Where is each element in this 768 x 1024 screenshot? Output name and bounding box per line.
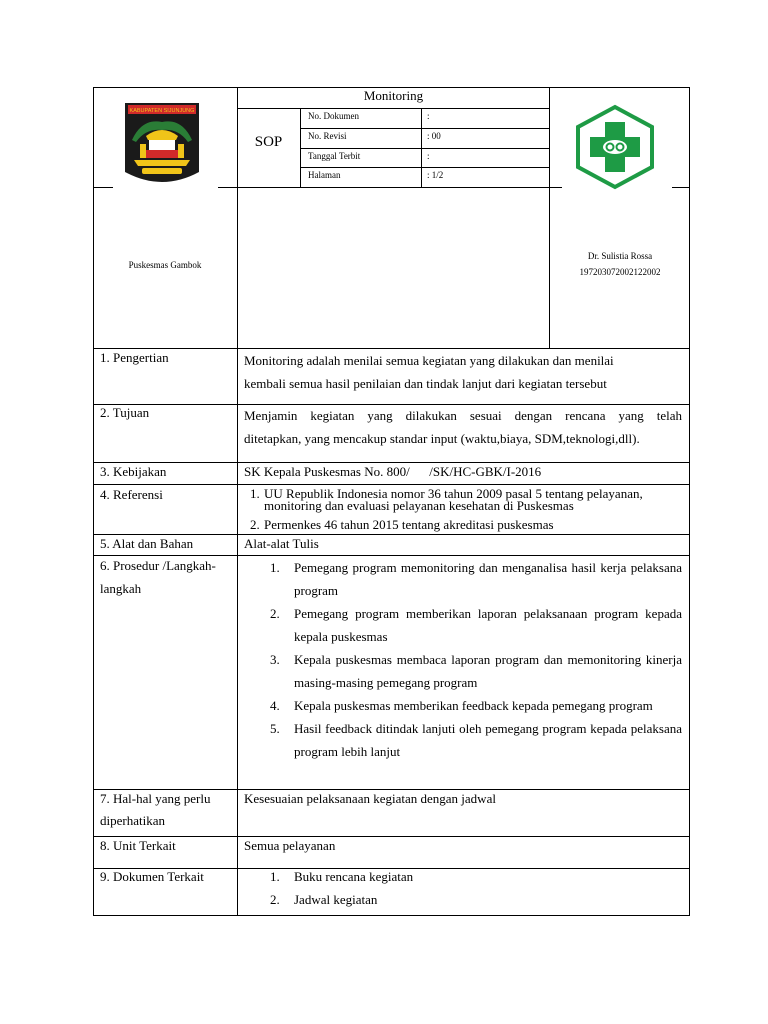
hal-text: Kesesuaian pelaksanaan kegiatan dengan jadwal — [244, 791, 496, 806]
label-pengertian: 1. Pengertian — [100, 350, 169, 365]
dokumen-item-text: Buku rencana kegiatan — [294, 869, 414, 884]
meta-label-tanggal-terbit: Tanggal Terbit — [308, 151, 361, 161]
prosedur-step-text: Pemegang program memberikan laporan pelaksanaan program kepada kepala puskesmas — [294, 606, 682, 644]
logo-banner-text: KABUPATEN SIJUNJUNG — [129, 108, 195, 114]
referensi-item-2: Permenkes 46 tahun 2015 tentang akreditasi puskesmas — [264, 517, 554, 532]
prosedur-step-num: 1. — [270, 560, 280, 575]
dokumen-item — [244, 888, 682, 911]
health-cross-logo — [572, 104, 658, 190]
prosedur-step-num: 2. — [270, 606, 280, 621]
prosedur-step — [244, 694, 682, 717]
label-unit: 8. Unit Terkait — [100, 838, 176, 853]
meta-value-no-dokumen: : — [427, 111, 430, 121]
meta-label-halaman: Halaman — [308, 170, 341, 180]
prosedur-step-num: 5. — [270, 721, 280, 736]
label-kebijakan: 3. Kebijakan — [100, 464, 167, 479]
label-tujuan: 2. Tujuan — [100, 405, 150, 420]
tujuan-line-2: ditetapkan, yang mencakup standar input (waktu,biaya, SDM,teknologi,dll). — [244, 431, 640, 446]
prosedur-step-text: Kepala puskesmas memberikan feedback kepada pemegang program — [294, 698, 653, 713]
dokumen-item-num: 2. — [270, 892, 280, 907]
meta-label-no-dokumen: No. Dokumen — [308, 111, 359, 121]
pengertian-line-2: kembali semua hasil penilaian dan tindak lanjut dari kegiatan tersebut — [244, 376, 607, 391]
referensi-item-1-line-1: UU Republik Indonesia nomor 36 tahun 2009 pasal 5 tentang pelayanan, — [264, 486, 643, 501]
meta-value-no-revisi: : 00 — [427, 131, 441, 141]
alat-text: Alat-alat Tulis — [244, 536, 319, 551]
label-referensi: 4. Referensi — [100, 487, 163, 502]
unit-text: Semua pelayanan — [244, 838, 336, 853]
prosedur-step — [244, 556, 682, 602]
pengertian-line-1: Monitoring adalah menilai semua kegiatan yang dilakukan dan menilai — [244, 353, 614, 368]
dokumen-list — [244, 865, 682, 911]
prosedur-step-num: 4. — [270, 698, 280, 713]
signatory-name: Dr. Sulistia Rossa — [587, 251, 653, 261]
label-prosedur-1: 6. Prosedur /Langkah- — [100, 558, 216, 573]
prosedur-step-text: Kepala puskesmas membaca laporan program dan memonitoring kinerja masing-masing pemegang program — [294, 652, 682, 690]
label-dokumen: 9. Dokumen Terkait — [100, 869, 204, 884]
dokumen-item-num: 1. — [270, 869, 280, 884]
dokumen-item — [244, 865, 682, 888]
label-hal-1: 7. Hal-hal yang perlu — [100, 791, 211, 806]
referensi-num-1: 1. — [250, 486, 260, 501]
referensi-num-2: 2. — [250, 517, 260, 532]
prosedur-step — [244, 648, 682, 694]
organization-name: Puskesmas Gambok — [128, 260, 202, 270]
prosedur-step — [244, 717, 682, 763]
label-alat: 5. Alat dan Bahan — [100, 536, 194, 551]
regency-logo — [122, 100, 202, 192]
meta-value-tanggal-terbit: : — [427, 151, 430, 161]
prosedur-step-text: Hasil feedback ditindak lanjuti oleh pemegang program kepada pelaksana program lebih lanjut — [294, 721, 682, 759]
pengertian-text — [244, 349, 684, 395]
meta-value-halaman: : 1/2 — [427, 170, 444, 180]
document-title: Monitoring — [363, 88, 424, 103]
prosedur-step-text: Pemegang program memonitoring dan menganalisa hasil kerja pelaksana program — [294, 560, 682, 598]
prosedur-step — [244, 602, 682, 648]
referensi-item-1-line-2: monitoring dan evaluasi pelayanan kesehatan di Puskesmas — [264, 498, 574, 513]
kebijakan-text: SK Kepala Puskesmas No. 800/ /SK/HC-GBK/I-2016 — [244, 464, 542, 479]
tujuan-line-1: Menjamin kegiatan yang dilakukan sesuai dengan rencana yang telah — [244, 408, 682, 423]
prosedur-step-num: 3. — [270, 652, 280, 667]
signatory-nip: 197203072002122002 — [579, 267, 661, 277]
prosedur-steps — [244, 556, 682, 763]
tujuan-text — [244, 404, 682, 450]
label-prosedur-2: langkah — [100, 581, 142, 596]
label-hal-2: diperhatikan — [100, 813, 165, 828]
dokumen-item-text: Jadwal kegiatan — [294, 892, 378, 907]
sop-label: SOP — [254, 134, 283, 150]
meta-label-no-revisi: No. Revisi — [308, 131, 347, 141]
